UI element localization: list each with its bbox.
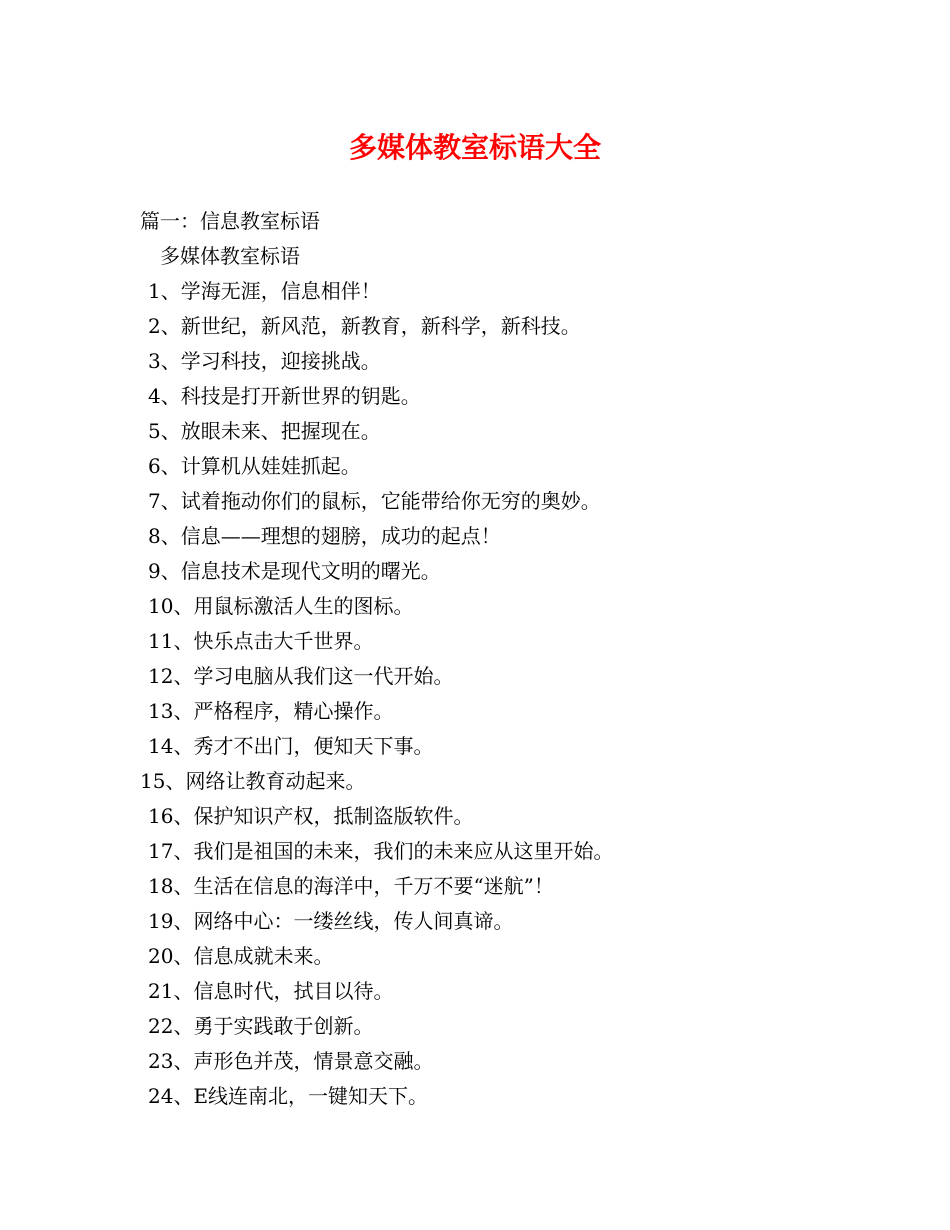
slogan-item: 15、网络让教育动起来。 xyxy=(140,769,366,793)
subheading: 多媒体教室标语 xyxy=(160,244,300,268)
slogan-item: 8、信息——理想的翅膀，成功的起点！ xyxy=(148,524,501,548)
slogan-item: 14、秀才不出门，便知天下事。 xyxy=(148,734,434,758)
slogan-list xyxy=(0,275,950,1115)
document-title: 多媒体教室标语大全 xyxy=(348,131,601,164)
slogan-item: 10、用鼠标激活人生的图标。 xyxy=(148,594,414,618)
slogan-item: 21、信息时代，拭目以待。 xyxy=(148,979,394,1003)
slogan-item: 13、严格程序，精心操作。 xyxy=(148,699,394,723)
slogan-item: 6、计算机从娃娃抓起。 xyxy=(148,454,361,478)
slogan-item: 19、网络中心：一缕丝线，传人间真谛。 xyxy=(148,909,514,933)
slogan-item: 17、我们是祖国的未来，我们的未来应从这里开始。 xyxy=(148,839,614,863)
slogan-item: 1、学海无涯，信息相伴！ xyxy=(148,279,381,303)
slogan-item: 23、声形色并茂，情景意交融。 xyxy=(148,1049,434,1073)
slogan-item: 9、信息技术是现代文明的曙光。 xyxy=(148,559,441,583)
slogan-item: 11、快乐点击大千世界。 xyxy=(148,629,374,653)
slogan-item: 12、学习电脑从我们这一代开始。 xyxy=(148,664,454,688)
slogan-item: 2、新世纪，新风范，新教育，新科学，新科技。 xyxy=(148,314,581,338)
slogan-item: 24、E线连南北，一键知天下。 xyxy=(148,1084,429,1108)
slogan-item: 20、信息成就未来。 xyxy=(148,944,334,968)
slogan-item: 18、生活在信息的海洋中，千万不要“迷航”！ xyxy=(148,874,554,898)
section-heading: 篇一：信息教室标语 xyxy=(140,209,320,233)
slogan-item: 22、勇于实践敢于创新。 xyxy=(148,1014,374,1038)
slogan-item: 16、保护知识产权，抵制盗版软件。 xyxy=(148,804,474,828)
slogan-item: 4、科技是打开新世界的钥匙。 xyxy=(148,384,421,408)
slogan-item: 5、放眼未来、把握现在。 xyxy=(148,419,381,443)
slogan-item: 7、试着拖动你们的鼠标，它能带给你无穷的奥妙。 xyxy=(148,489,601,513)
slogan-item: 3、学习科技，迎接挑战。 xyxy=(148,349,381,373)
